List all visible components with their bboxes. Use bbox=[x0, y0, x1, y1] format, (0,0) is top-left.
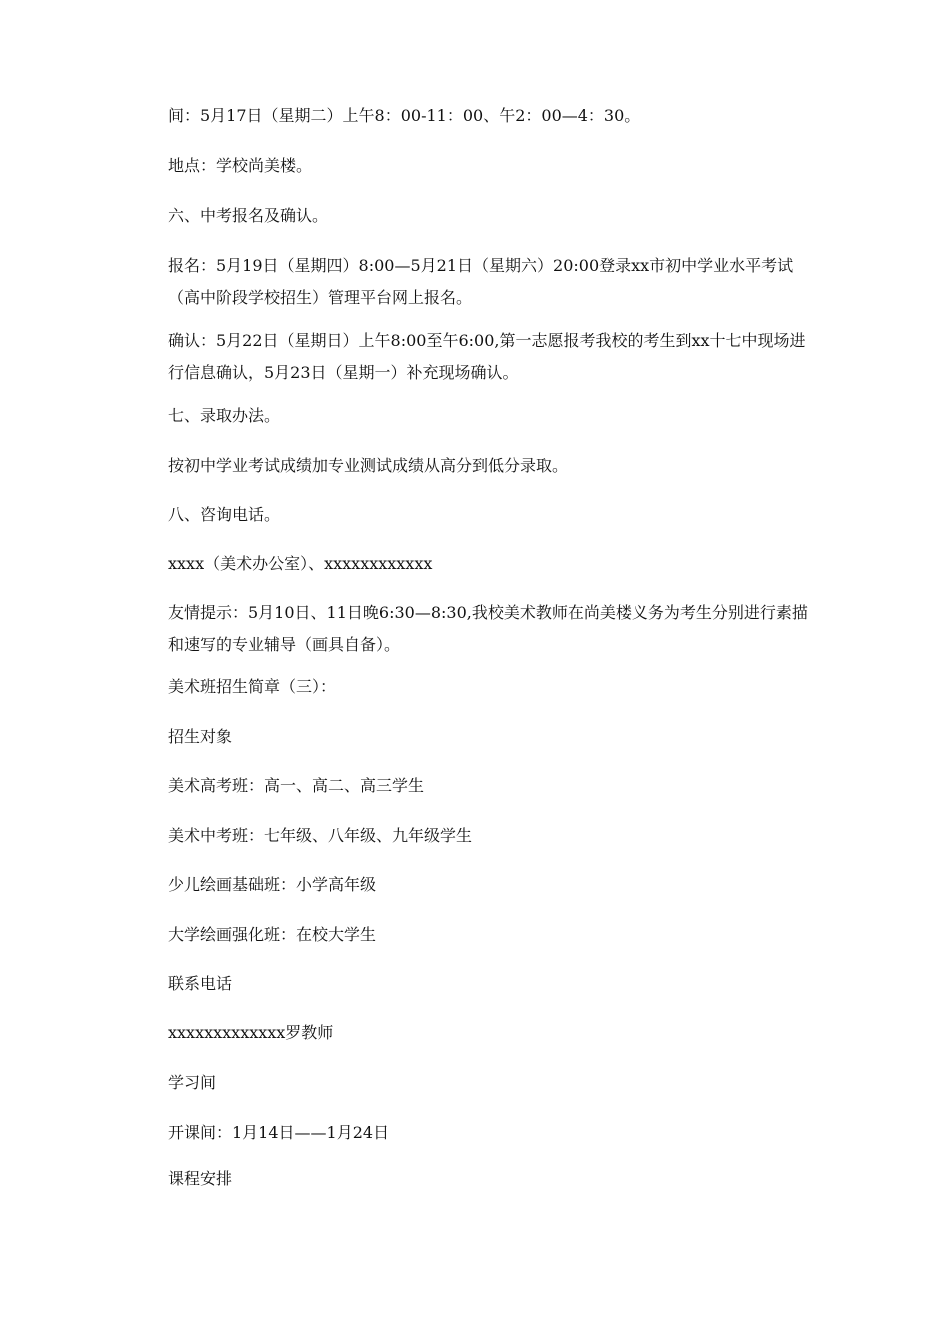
heading-study-time: 学习间 bbox=[168, 1073, 217, 1092]
heading-registration: 六、中考报名及确认。 bbox=[168, 206, 329, 225]
paragraph-confirmation: 确认：5月22日（星期日）上午8:00至午6:00,第一志愿报考我校的考生到xx十七中现场进行信息确认，5月23日（星期一）补充现场确认。 bbox=[168, 331, 806, 382]
heading-consult-phone: 八、咨询电话。 bbox=[168, 505, 281, 524]
paragraph-gaokao-class: 美术高考班：高一、高二、高三学生 bbox=[168, 776, 425, 795]
paragraph-consult-phone: xxxx（美术办公室）、xxxxxxxxxxxx bbox=[168, 554, 433, 573]
paragraph-contact-phone: xxxxxxxxxxxxx罗教师 bbox=[168, 1023, 334, 1042]
heading-course-schedule: 课程安排 bbox=[168, 1169, 233, 1188]
paragraph-zhongkao-class: 美术中考班：七年级、八年级、九年级学生 bbox=[168, 826, 473, 845]
paragraph-exam-time: 间：5月17日（星期二）上午8：00-11：00、午2：00—4：30。 bbox=[168, 106, 641, 125]
heading-target-students: 招生对象 bbox=[168, 727, 233, 746]
paragraph-university-class: 大学绘画强化班：在校大学生 bbox=[168, 925, 377, 944]
paragraph-admission: 按初中学业考试成绩加专业测试成绩从高分到低分录取。 bbox=[168, 456, 569, 475]
paragraph-children-class: 少儿绘画基础班：小学高年级 bbox=[168, 875, 377, 894]
paragraph-location: 地点：学校尚美楼。 bbox=[168, 156, 313, 175]
heading-admission: 七、录取办法。 bbox=[168, 406, 281, 425]
heading-contact-phone: 联系电话 bbox=[168, 974, 233, 993]
paragraph-course-dates: 开课间：1月14日——1月24日 bbox=[168, 1123, 390, 1142]
heading-brochure-three: 美术班招生简章（三）： bbox=[168, 677, 337, 696]
paragraph-tip: 友情提示：5月10日、11日晚6:30—8:30,我校美术教师在尚美楼义务为考生分别进行素描和速写的专业辅导（画具自备）。 bbox=[168, 603, 808, 654]
paragraph-registration: 报名：5月19日（星期四）8:00—5月21日（星期六）20:00登录xx市初中学业水平考试（高中阶段学校招生）管理平台网上报名。 bbox=[168, 256, 794, 307]
